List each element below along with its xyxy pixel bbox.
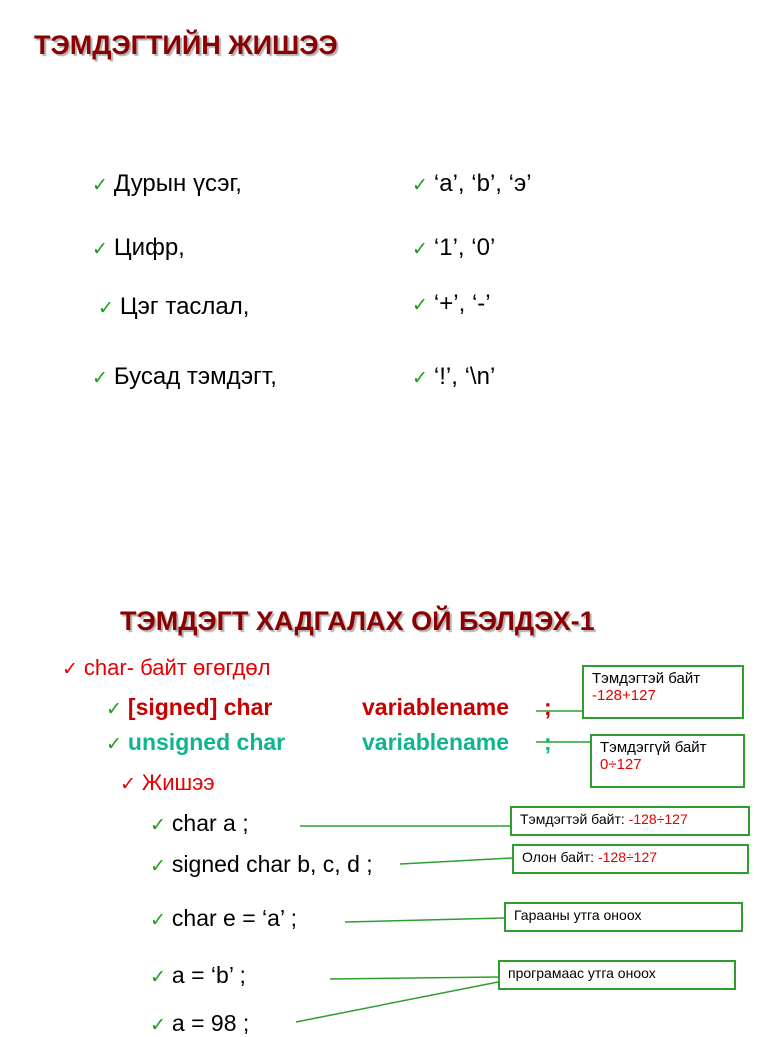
callout-line <box>296 982 498 1022</box>
list-item: ✓ Дурын үсэг, <box>92 170 242 197</box>
code-line: ✓ a = ‘b’ ; <box>150 962 246 988</box>
callout-line <box>330 977 498 979</box>
list-item: ✓ Цэг таслал, <box>98 293 250 320</box>
slide1-title: ТЭМДЭГТИЙН ЖИШЭЭ <box>34 30 338 60</box>
check-icon: ✓ <box>120 774 136 795</box>
list-item: ✓ Жишээ <box>120 770 215 795</box>
check-icon: ✓ <box>150 856 166 877</box>
check-icon: ✓ <box>150 910 166 931</box>
list-item: ✓ Бусад тэмдэгт, <box>92 363 277 390</box>
list-item: ✓ char- байт өгөгдөл <box>62 655 271 680</box>
check-icon: ✓ <box>106 734 122 755</box>
check-icon: ✓ <box>412 239 428 260</box>
code-line: ✓ char a ; <box>150 810 249 836</box>
list-item: ✓ ‘!’, ‘\n’ <box>412 363 496 390</box>
check-icon: ✓ <box>92 368 108 389</box>
check-icon: ✓ <box>412 295 428 316</box>
callout-assign: програмаас утга оноох <box>498 960 736 990</box>
check-icon: ✓ <box>412 175 428 196</box>
check-icon: ✓ <box>106 699 122 720</box>
semicolon: ; <box>544 694 552 720</box>
list-item: ✓ ‘1’, ‘0’ <box>412 234 496 261</box>
callout-signed: Тэмдэгтэй байт -128+127 <box>582 665 744 719</box>
variable-name: variablename <box>362 694 510 720</box>
callout-char-a: Тэмдэгтэй байт: -128÷127 <box>510 806 750 836</box>
code-line: ✓ char e = ‘a’ ; <box>150 905 297 931</box>
callout-line <box>345 918 504 922</box>
code-line: ✓ a = 98 ; <box>150 1010 250 1036</box>
check-icon: ✓ <box>98 298 114 319</box>
variable-name: variablename <box>362 729 510 755</box>
semicolon: ; <box>544 729 552 755</box>
check-icon: ✓ <box>62 659 78 680</box>
callout-init: Гарааны утга оноох <box>504 902 743 932</box>
slide2-title: ТЭМДЭГТ ХАДГАЛАХ ОЙ БЭЛДЭХ-1 <box>120 606 595 636</box>
callout-multi: Олон байт: -128÷127 <box>512 844 749 874</box>
callout-unsigned: Тэмдэггүй байт 0÷127 <box>590 734 745 788</box>
list-item: ✓ Цифр, <box>92 234 185 261</box>
check-icon: ✓ <box>412 368 428 389</box>
check-icon: ✓ <box>150 1015 166 1036</box>
check-icon: ✓ <box>150 967 166 988</box>
code-line: ✓ signed char b, c, d ; <box>150 851 373 877</box>
list-item: ✓ ‘a’, ‘b’, ‘э’ <box>412 170 532 197</box>
callout-line <box>400 858 512 864</box>
list-item: ✓ [signed] char <box>106 694 273 720</box>
check-icon: ✓ <box>150 815 166 836</box>
check-icon: ✓ <box>92 175 108 196</box>
check-icon: ✓ <box>92 239 108 260</box>
list-item: ✓ ‘+’, ‘-’ <box>412 290 491 317</box>
list-item: ✓ unsigned char <box>106 729 286 755</box>
